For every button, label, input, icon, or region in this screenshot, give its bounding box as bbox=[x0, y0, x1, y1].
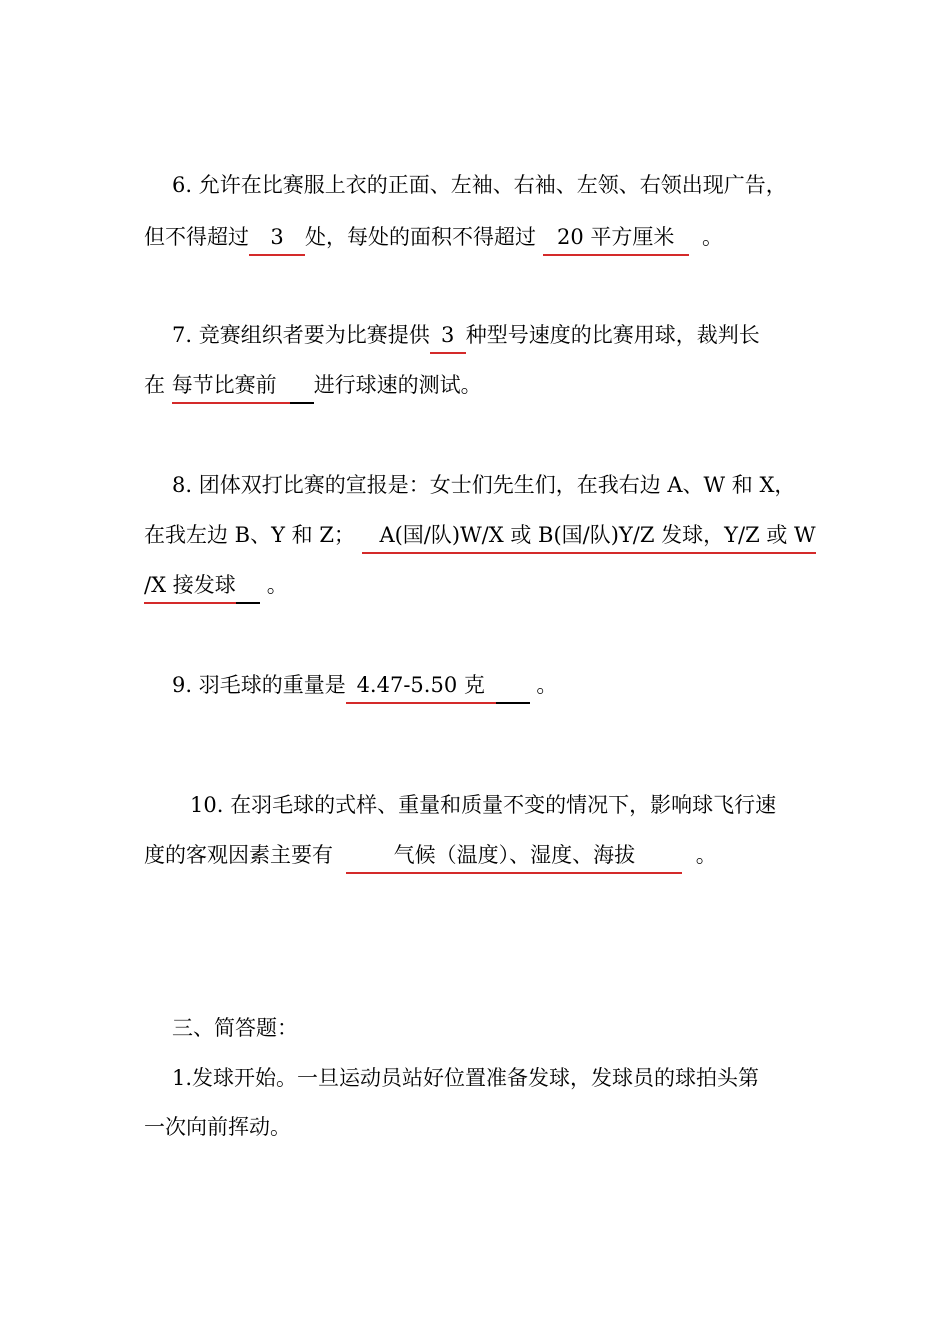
q8-answer: A(国/队)W/X 或 B(国/队)Y/Z 发球，Y/Z 或 W bbox=[379, 523, 816, 547]
q10-line1 bbox=[190, 790, 950, 820]
q7-line2 bbox=[144, 370, 950, 404]
q7-blank-time bbox=[172, 370, 290, 404]
q6-text: 6. 允许在比赛服上衣的正面、左袖、右袖、左领、右领出现广告， bbox=[172, 173, 787, 197]
q9-text: 。 bbox=[536, 673, 558, 697]
q7-text: 在 bbox=[144, 373, 165, 397]
q8-blank-announcement-cont bbox=[144, 570, 236, 604]
section3-answer1-line1 bbox=[172, 1063, 950, 1093]
q9-text: 9. 羽毛球的重量是 bbox=[172, 673, 346, 697]
q10-answer: 气候（温度）、湿度、海拔 bbox=[393, 843, 636, 867]
q8-answer: /X 接发球 bbox=[144, 573, 236, 597]
section3-heading bbox=[172, 1013, 950, 1043]
q10-text: 10. 在羽毛球的式样、重量和质量不变的情况下，影响球飞行速 bbox=[190, 793, 777, 817]
q6-text: 处，每处的面积不得超过 bbox=[305, 225, 536, 249]
answer-text: 1.发球开始。一旦运动员站好位置准备发球，发球员的球拍头第 bbox=[172, 1066, 760, 1090]
q7-blank-tail bbox=[290, 370, 314, 404]
q6-line2 bbox=[144, 222, 950, 256]
q6-text: 。 bbox=[702, 225, 724, 249]
q6-blank-area bbox=[543, 222, 689, 256]
q6-line1 bbox=[172, 170, 950, 200]
q8-line3 bbox=[144, 570, 950, 604]
q7-answer: 3 bbox=[441, 323, 455, 347]
q7-answer: 每节比赛前 bbox=[171, 373, 277, 397]
q9-blank-weight bbox=[346, 670, 496, 704]
q7-blank-types bbox=[430, 320, 466, 354]
q6-blank-count bbox=[249, 222, 305, 256]
q6-text: 但不得超过 bbox=[144, 225, 249, 249]
q7-text: 进行球速的测试。 bbox=[313, 373, 482, 397]
q10-line2 bbox=[144, 840, 950, 874]
q7-line1 bbox=[172, 320, 950, 354]
q8-text: 8. 团体双打比赛的宣报是：女士们先生们，在我右边 A、W 和 X， bbox=[172, 473, 796, 497]
q10-blank-factors bbox=[346, 840, 682, 874]
q7-text: 7. 竞赛组织者要为比赛提供 bbox=[172, 323, 430, 347]
answer-text: 一次向前挥动。 bbox=[144, 1115, 291, 1139]
q8-blank-tail bbox=[236, 570, 260, 604]
q7-text: 种型号速度的比赛用球，裁判长 bbox=[465, 323, 760, 347]
q8-text: 。 bbox=[266, 573, 288, 597]
q9-answer: 4.47-5.50 克 bbox=[356, 673, 485, 697]
q9-line1 bbox=[172, 670, 950, 704]
q8-line2 bbox=[144, 520, 950, 554]
q6-answer: 3 bbox=[270, 225, 284, 249]
q10-text: 度的客观因素主要有 bbox=[144, 843, 333, 867]
q6-answer: 20 平方厘米 bbox=[556, 225, 675, 249]
section-heading: 三、简答题： bbox=[172, 1016, 298, 1040]
q8-line1 bbox=[172, 470, 950, 500]
q8-text: 在我左边 B、Y 和 Z； bbox=[144, 523, 355, 547]
section3-answer1-line2 bbox=[144, 1112, 950, 1142]
q9-blank-tail bbox=[496, 670, 530, 704]
q8-blank-announcement bbox=[362, 520, 816, 554]
q10-text: 。 bbox=[695, 843, 717, 867]
